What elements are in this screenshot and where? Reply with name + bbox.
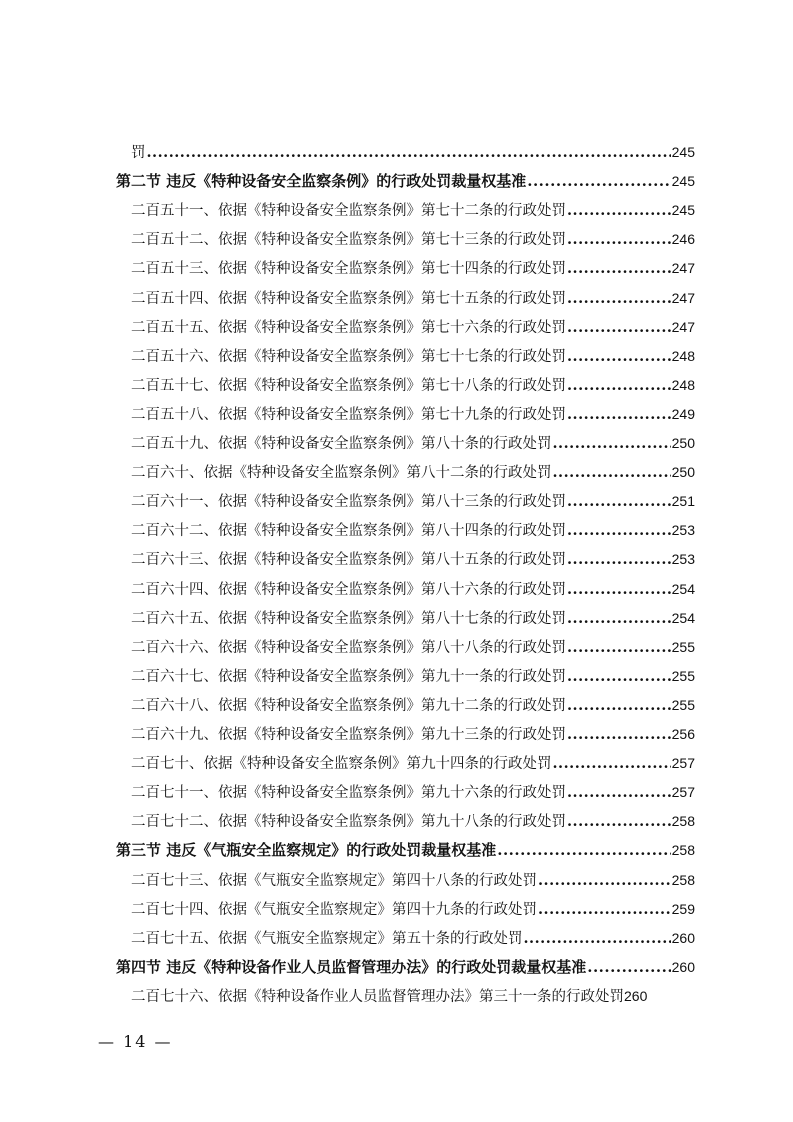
toc-entry-title: 二百六十五、依据《特种设备安全监察条例》第八十七条的行政处罚 (131, 610, 566, 627)
toc-page-number: 247 (671, 318, 695, 335)
toc-page-number: 249 (671, 405, 695, 422)
toc-entry (131, 284, 695, 313)
toc-page-number: 260 (671, 929, 695, 946)
toc-entry-title: 第三节 违反《气瓶安全监察规定》的行政处罚裁量权基准 (116, 841, 497, 860)
toc-page-number: 248 (671, 347, 695, 364)
toc-entry-title: 二百五十八、依据《特种设备安全监察条例》第七十九条的行政处罚 (131, 406, 566, 423)
toc-leader-dots (567, 720, 671, 749)
toc-entry (131, 313, 695, 342)
toc-page-number: 245 (671, 202, 695, 219)
toc-entry (131, 429, 695, 458)
toc-entry-title: 二百七十五、依据《气瓶安全监察规定》第五十条的行政处罚 (131, 930, 523, 947)
page-number: — 14 — (98, 1032, 173, 1051)
toc-entry (131, 138, 695, 167)
toc-leader-dots (553, 429, 671, 458)
toc-page-number: 250 (671, 464, 695, 481)
toc-page-number: 251 (671, 493, 695, 510)
toc-page-number: 246 (671, 231, 695, 248)
toc-entry (131, 662, 695, 691)
toc-page-number: 248 (671, 376, 695, 393)
toc-entry (131, 196, 695, 225)
toc-entry-title: 二百七十六、依据《特种设备作业人员监督管理办法》第三十一条的行政处罚 (131, 988, 624, 1005)
toc-leader-dots (567, 342, 671, 371)
toc-leader-dots (567, 807, 671, 836)
toc-entry (131, 924, 695, 953)
toc-entry-title: 二百五十六、依据《特种设备安全监察条例》第七十七条的行政处罚 (131, 348, 566, 365)
toc-page-number: 258 (671, 842, 695, 859)
toc-leader-dots (567, 371, 671, 400)
toc-entry-title: 二百六十二、依据《特种设备安全监察条例》第八十四条的行政处罚 (131, 523, 566, 540)
toc-page-number: 255 (671, 638, 695, 655)
toc-leader-dots (567, 604, 671, 633)
toc-leader-dots (567, 575, 671, 604)
toc-leader-dots (497, 836, 670, 865)
toc-entry (131, 691, 695, 720)
toc-entry (131, 516, 695, 545)
toc-page-number: 253 (671, 551, 695, 568)
toc-page-number: 259 (671, 900, 695, 917)
toc-entry-title: 二百七十三、依据《气瓶安全监察规定》第四十八条的行政处罚 (131, 872, 537, 889)
toc-page-number: 254 (671, 580, 695, 597)
toc-page-number: 255 (671, 696, 695, 713)
toc-entry-title: 二百七十二、依据《特种设备安全监察条例》第九十八条的行政处罚 (131, 814, 566, 831)
toc-leader-dots (553, 749, 671, 778)
toc-page-number: 247 (671, 289, 695, 306)
toc-section-entry (116, 167, 695, 196)
toc-entry (131, 633, 695, 662)
toc-leader-dots (538, 866, 671, 895)
toc-page-number: 257 (671, 755, 695, 772)
toc-entry-title: 二百五十三、依据《特种设备安全监察条例》第七十四条的行政处罚 (131, 261, 566, 278)
toc-leader-dots (527, 167, 670, 196)
toc-page-number: 245 (671, 144, 695, 160)
toc-page-number: 256 (671, 726, 695, 742)
toc-entry-title: 二百六十九、依据《特种设备安全监察条例》第九十三条的行政处罚 (131, 727, 566, 743)
toc-leader-dots (567, 196, 671, 225)
toc-leader-dots (567, 662, 671, 691)
toc-entry-title: 二百六十三、依据《特种设备安全监察条例》第八十五条的行政处罚 (131, 552, 566, 569)
toc-entry (131, 866, 695, 895)
toc-entry-title: 第二节 违反《特种设备安全监察条例》的行政处罚裁量权基准 (116, 172, 527, 191)
toc-entry (131, 604, 695, 633)
toc-page-number: 260 (671, 958, 695, 975)
toc-entry (131, 225, 695, 254)
toc-page-number: 260 (624, 987, 648, 1004)
toc-leader-dots (567, 487, 671, 516)
toc-entry-title: 二百五十二、依据《特种设备安全监察条例》第七十三条的行政处罚 (131, 232, 566, 249)
toc-entry-title: 二百五十九、依据《特种设备安全监察条例》第八十条的行政处罚 (131, 436, 552, 452)
toc-entry-title: 二百五十七、依据《特种设备安全监察条例》第七十八条的行政处罚 (131, 377, 566, 394)
toc-leader-dots (567, 313, 671, 342)
toc-leader-dots (567, 254, 671, 283)
toc-leader-dots (567, 400, 671, 429)
toc-entry-title: 第四节 违反《特种设备作业人员监督管理办法》的行政处罚裁量权基准 (116, 957, 587, 976)
toc-entry-title: 二百六十、依据《特种设备安全监察条例》第八十二条的行政处罚 (131, 465, 552, 482)
toc-page-number: 255 (671, 667, 695, 684)
toc-entry (131, 371, 695, 400)
toc-entry-title: 二百五十一、依据《特种设备安全监察条例》第七十二条的行政处罚 (131, 203, 566, 220)
toc-leader-dots (524, 924, 671, 953)
toc-entry-title: 二百六十四、依据《特种设备安全监察条例》第八十六条的行政处罚 (131, 581, 566, 598)
toc-leader-dots (587, 953, 670, 982)
toc-leader-dots (147, 138, 671, 167)
toc-leader-dots (567, 225, 671, 254)
toc-page-number: 258 (671, 813, 695, 830)
toc-entry (131, 982, 695, 1011)
toc-entry-title: 二百六十一、依据《特种设备安全监察条例》第八十三条的行政处罚 (131, 494, 566, 511)
toc-entry (131, 749, 695, 778)
toc-section-entry (116, 836, 695, 865)
toc-page-number: 253 (671, 522, 695, 539)
toc-page-number: 250 (671, 435, 695, 451)
toc-entry-title: 二百五十四、依据《特种设备安全监察条例》第七十五条的行政处罚 (131, 290, 566, 307)
toc-page-number: 247 (671, 260, 695, 277)
toc-entry (131, 400, 695, 429)
toc-page-number: 257 (671, 784, 695, 801)
toc-entry-title: 二百六十七、依据《特种设备安全监察条例》第九十一条的行政处罚 (131, 668, 566, 685)
toc-entry-title: 二百六十六、依据《特种设备安全监察条例》第八十八条的行政处罚 (131, 639, 566, 656)
toc-leader-dots (567, 633, 671, 662)
toc-entry-title: 二百七十一、依据《特种设备安全监察条例》第九十六条的行政处罚 (131, 785, 566, 802)
toc-leader-dots (538, 895, 671, 924)
toc-leader-dots (567, 284, 671, 313)
toc-entry (131, 807, 695, 836)
toc-entry (131, 575, 695, 604)
toc-entry-title: 二百七十、依据《特种设备安全监察条例》第九十四条的行政处罚 (131, 756, 552, 773)
toc-page-number: 254 (671, 609, 695, 626)
toc-entry (131, 895, 695, 924)
toc-entry-title: 二百六十八、依据《特种设备安全监察条例》第九十二条的行政处罚 (131, 697, 566, 714)
toc-leader-dots (567, 691, 671, 720)
toc-entry-title: 二百七十四、依据《气瓶安全监察规定》第四十九条的行政处罚 (131, 901, 537, 918)
toc-leader-dots (567, 516, 671, 545)
toc-entry (131, 254, 695, 283)
toc-entry (131, 545, 695, 574)
toc-entry (131, 458, 695, 487)
toc-section-entry (116, 953, 695, 982)
toc-entry-title: 二百五十五、依据《特种设备安全监察条例》第七十六条的行政处罚 (131, 319, 566, 336)
toc-entry (131, 720, 695, 749)
toc-entry (131, 342, 695, 371)
toc-leader-dots (567, 778, 671, 807)
toc-entry-title: 罚 (131, 145, 146, 161)
toc-leader-dots (567, 545, 671, 574)
toc-page-number: 245 (671, 173, 695, 190)
toc-page-number: 258 (671, 871, 695, 888)
toc-leader-dots (553, 458, 671, 487)
toc-entry (131, 487, 695, 516)
toc-entry (131, 778, 695, 807)
